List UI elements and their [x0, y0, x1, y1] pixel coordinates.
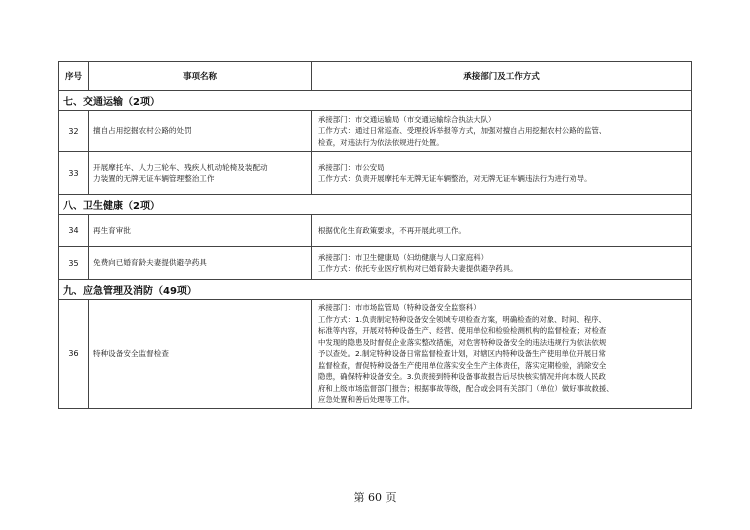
- matters-table: [58, 61, 692, 409]
- row-dept-method: 根据优化生育政策要求，不再开展此项工作。: [312, 215, 692, 247]
- section-title: 九、应急管理及消防（49项）: [59, 280, 692, 300]
- row-number: 36: [59, 300, 89, 409]
- section-row: [59, 91, 692, 111]
- section-row: [59, 280, 692, 300]
- page-number: 第 60 页: [353, 491, 397, 504]
- row-item-name: 特种设备安全监督检查: [89, 300, 312, 409]
- section-title: 八、卫生健康（2项）: [59, 195, 692, 215]
- table-row: [59, 215, 692, 247]
- header-no: 序号: [59, 62, 89, 91]
- row-dept-method: 承接部门：市交通运输局（市交通运输综合执法大队） 工作方式：通过日常巡查、受理投诉举报等方式，加强对擅自占用挖掘农村公路的监管、 检查，对违法行为依法依规进行处置。: [312, 111, 692, 152]
- header-item: 事项名称: [89, 62, 312, 91]
- table-header-row: [59, 62, 692, 91]
- row-item-name: 再生育审批: [89, 215, 312, 247]
- row-dept-method: 承接部门：市市场监管局（特种设备安全监察科） 工作方式：1.负责制定特种设备安全领域专项检查方案，明确检查的对象、时间、程序、 标准等内容，开展对特种设备生产、经营、使用单位和检验检测机构的监督检查；对检查 中发现的隐患及时督促企业落实整改措施，对危害特种设备安全的违法违规行为依法依规 予以查处。2.制定特种设备日常监督检查计划，对辖区内特种设备生产使用单位开展日常 监督检查，督促特种设备生产使用单位落实安全生产主体责任，落实定期检验，消除安全 隐患，确保特种设备安全。3.负责接到特种设备事故报告后尽快核实情况并向本级人民政 府和上级市场监督部门报告；根据事故等级，配合或会同有关部门（单位）做好事故救援、 应急处置和善后处理等工作。: [312, 300, 692, 409]
- row-dept-method: 承接部门：市卫生健康局（妇幼健康与人口家庭科） 工作方式：依托专业医疗机构对已婚育龄夫妻提供避孕药具。: [312, 247, 692, 280]
- header-dept: 承接部门及工作方式: [312, 62, 692, 91]
- table-row: [59, 247, 692, 280]
- row-dept-method: 承接部门：市公安局 工作方式：负责开展摩托车无牌无证车辆整治，对无牌无证车辆违法行为进行劝导。: [312, 152, 692, 195]
- table-row: [59, 300, 692, 409]
- row-item-name: 免费向已婚育龄夫妻提供避孕药具: [89, 247, 312, 280]
- row-number: 33: [59, 152, 89, 195]
- section-title: 七、交通运输（2项）: [59, 91, 692, 111]
- table-row: [59, 152, 692, 195]
- row-item-name: 开展摩托车、人力三轮车、残疾人机动轮椅及装配动 力装置的无牌无证车辆管理整治工作: [89, 152, 312, 195]
- section-row: [59, 195, 692, 215]
- row-number: 34: [59, 215, 89, 247]
- row-number: 32: [59, 111, 89, 152]
- row-number: 35: [59, 247, 89, 280]
- table-row: [59, 111, 692, 152]
- row-item-name: 擅自占用挖掘农村公路的处罚: [89, 111, 312, 152]
